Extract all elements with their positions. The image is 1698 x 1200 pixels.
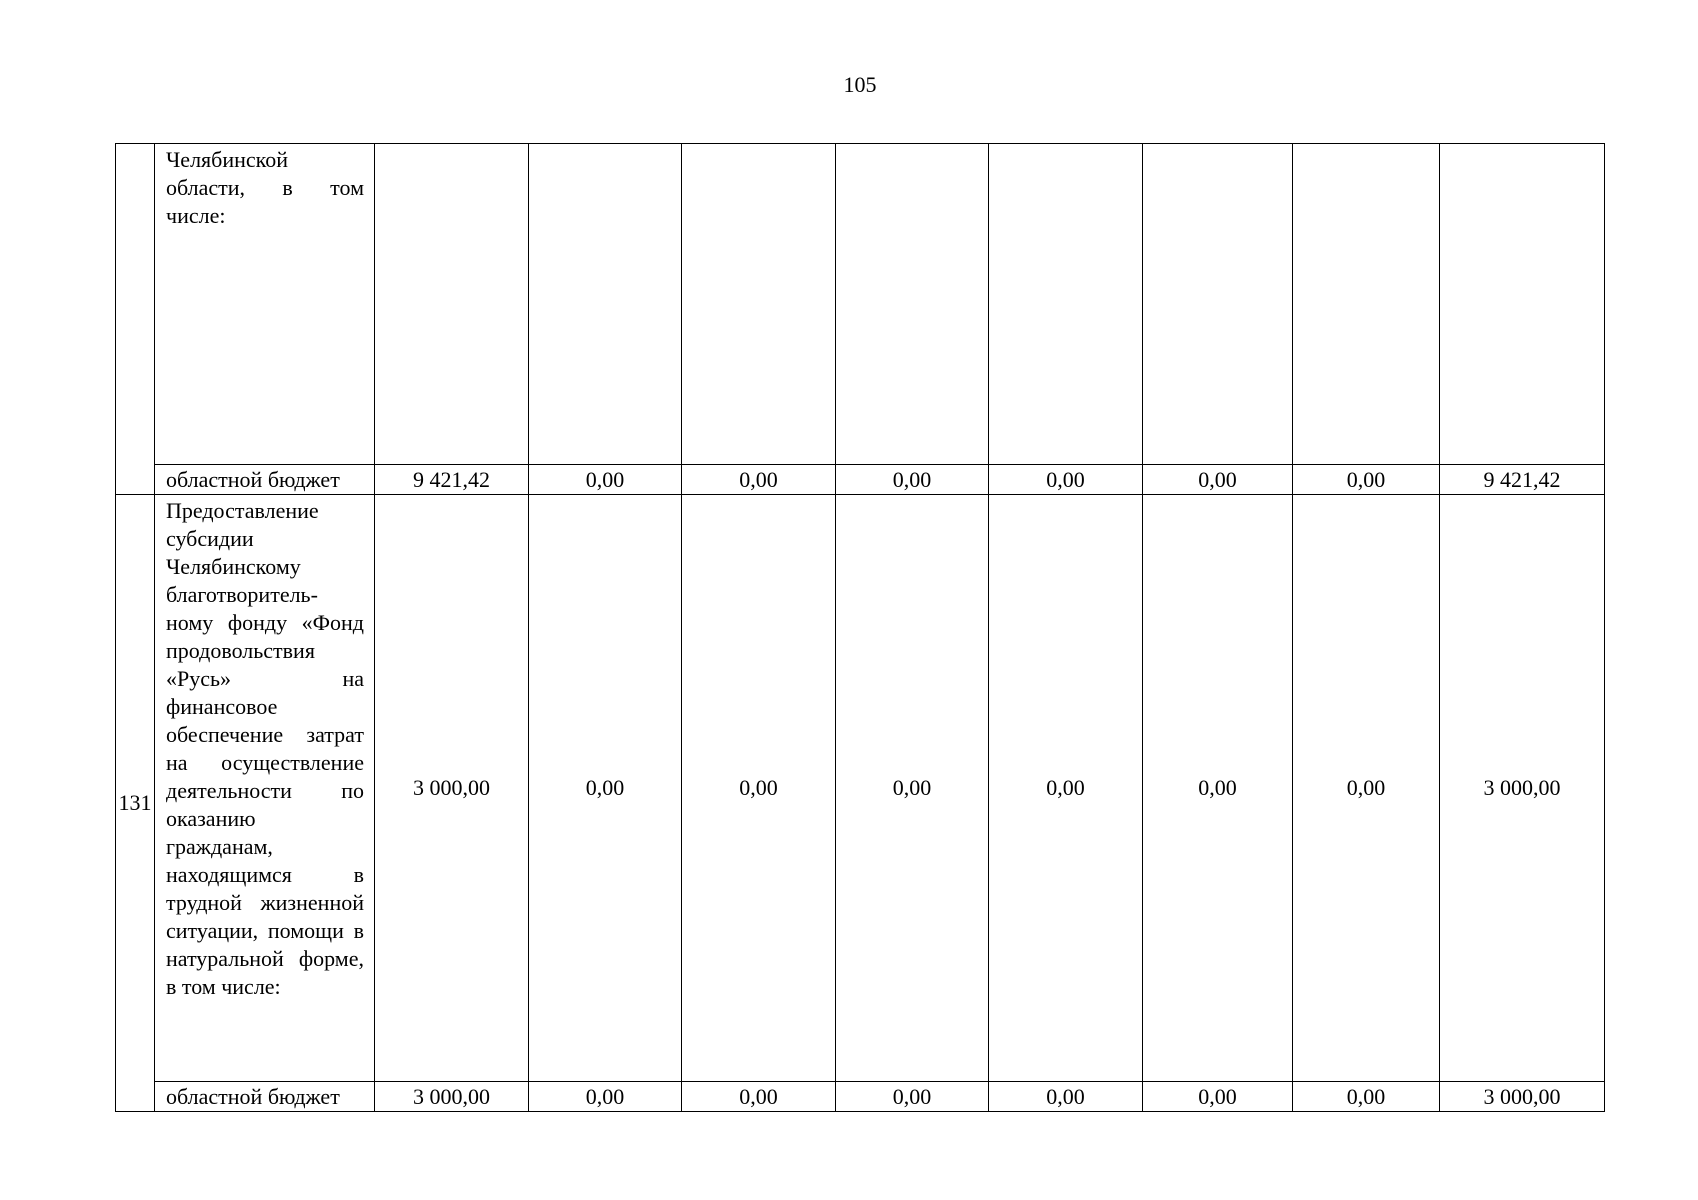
budget-table bbox=[115, 143, 1605, 1112]
value-cell: 0,00 bbox=[1293, 1082, 1440, 1112]
value-cell: 3 000,00 bbox=[1440, 1082, 1605, 1112]
value-cell: 0,00 bbox=[836, 1082, 989, 1112]
value-cell: 0,00 bbox=[682, 495, 836, 1082]
value-cell bbox=[375, 144, 529, 465]
row-number-cell: 131 bbox=[116, 495, 155, 1112]
value-cell: 0,00 bbox=[989, 1082, 1143, 1112]
value-cell: 0,00 bbox=[836, 495, 989, 1082]
row-number-cell bbox=[116, 144, 155, 495]
value-cell: 0,00 bbox=[529, 465, 682, 495]
value-cell: 0,00 bbox=[1293, 465, 1440, 495]
value-cell: 0,00 bbox=[836, 465, 989, 495]
value-cell: 3 000,00 bbox=[1440, 495, 1605, 1082]
row-description: областной бюджет bbox=[155, 465, 375, 495]
value-cell: 9 421,42 bbox=[1440, 465, 1605, 495]
value-cell: 0,00 bbox=[682, 1082, 836, 1112]
row-description: Предоставление субсидии Челябинскому благотворитель-ному фонду «Фонд продовольствия «Русь» на финансовое обеспечение затрат на осуществление деятельности по оказанию гражданам, находящимся в трудной жизненной ситуации, помощи в натуральной форме, в том числе: bbox=[155, 495, 375, 1082]
table-row bbox=[116, 465, 1605, 495]
value-cell: 0,00 bbox=[989, 465, 1143, 495]
value-cell: 0,00 bbox=[989, 495, 1143, 1082]
value-cell: 0,00 bbox=[1143, 1082, 1293, 1112]
value-cell bbox=[1440, 144, 1605, 465]
value-cell: 0,00 bbox=[529, 1082, 682, 1112]
row-description: областной бюджет bbox=[155, 1082, 375, 1112]
table-row bbox=[116, 144, 1605, 465]
value-cell: 0,00 bbox=[682, 465, 836, 495]
table-row bbox=[116, 1082, 1605, 1112]
value-cell bbox=[1143, 144, 1293, 465]
value-cell: 0,00 bbox=[1293, 495, 1440, 1082]
value-cell bbox=[1293, 144, 1440, 465]
value-cell bbox=[989, 144, 1143, 465]
value-cell bbox=[529, 144, 682, 465]
value-cell: 3 000,00 bbox=[375, 1082, 529, 1112]
value-cell: 9 421,42 bbox=[375, 465, 529, 495]
page-number: 105 bbox=[843, 72, 877, 97]
value-cell bbox=[836, 144, 989, 465]
value-cell bbox=[682, 144, 836, 465]
value-cell: 0,00 bbox=[1143, 465, 1293, 495]
table-row bbox=[116, 495, 1605, 1082]
row-description: Челябинской области, в том числе: bbox=[155, 144, 375, 465]
value-cell: 0,00 bbox=[1143, 495, 1293, 1082]
value-cell: 3 000,00 bbox=[375, 495, 529, 1082]
value-cell: 0,00 bbox=[529, 495, 682, 1082]
